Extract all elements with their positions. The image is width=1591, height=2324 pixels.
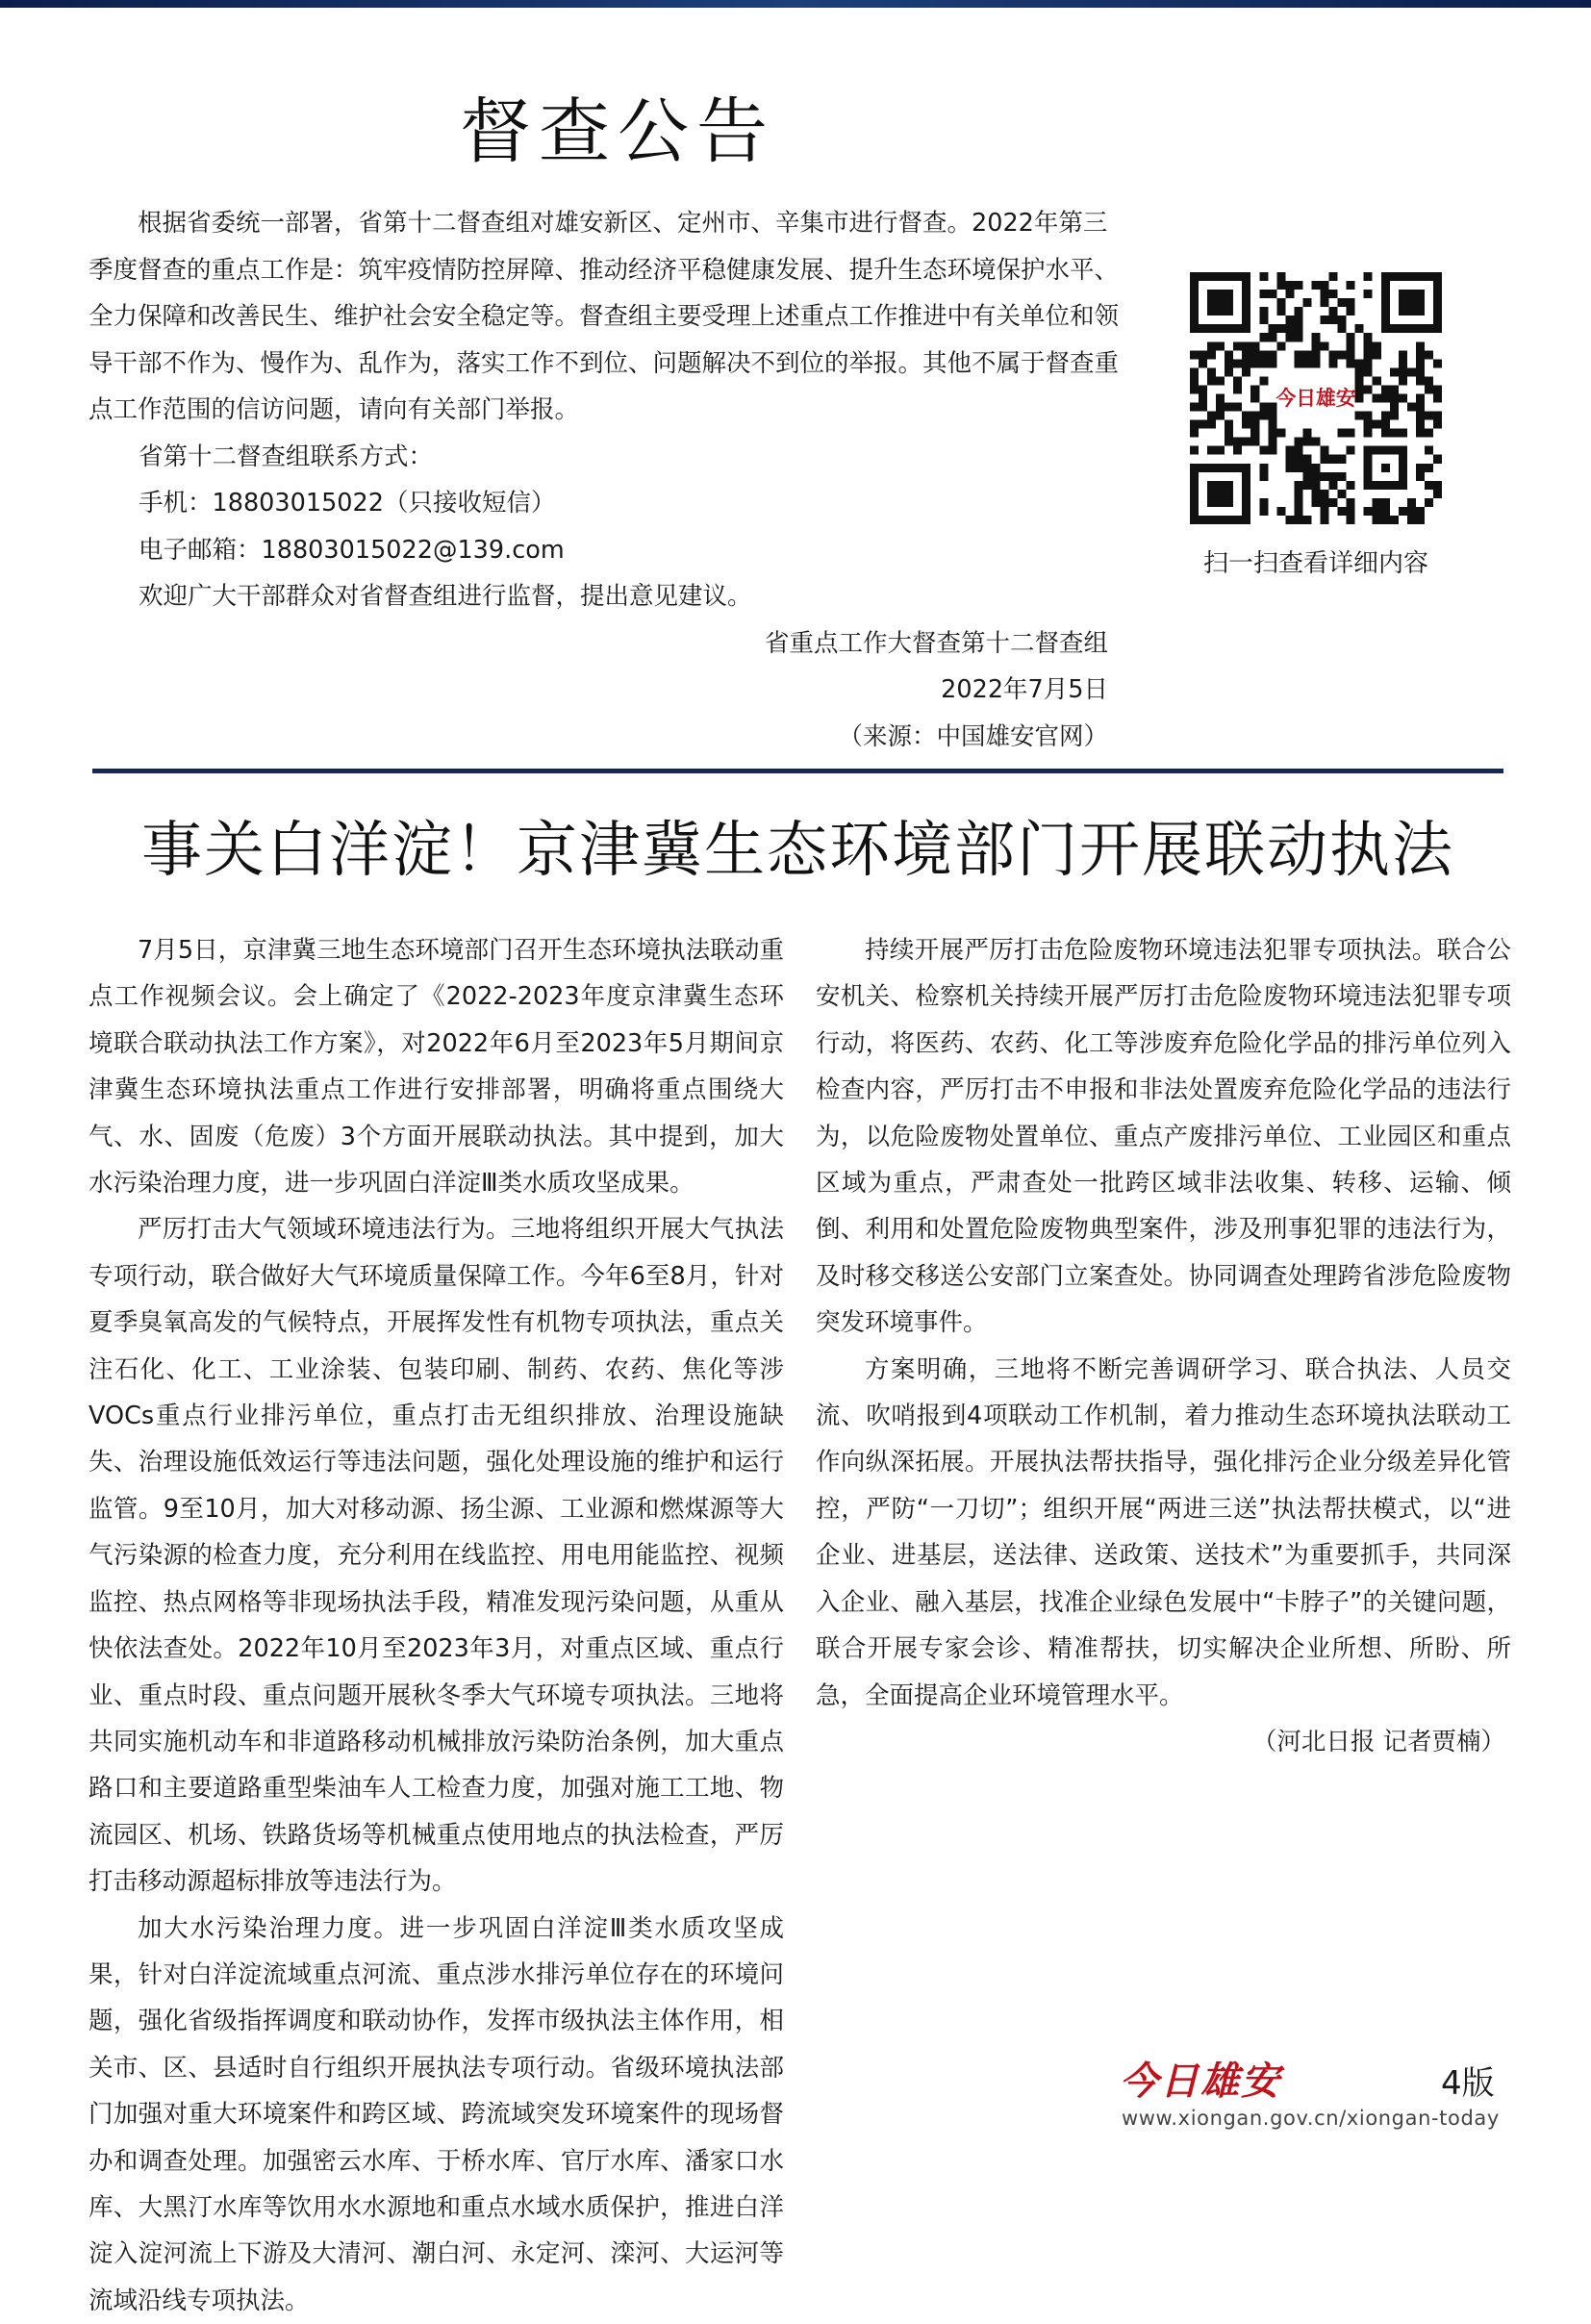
contact-heading: 省第十二督查组联系方式： [139,442,434,471]
notice-body [88,200,1125,760]
welcome-line: 欢迎广大干部群众对省督查组进行监督，提出意见建议。 [139,582,752,611]
footer-logo: 今日雄安 [1120,2059,1281,2104]
article-byline: （河北日报 记者贾楠） [1251,1727,1505,1756]
notice-source: （来源：中国雄安官网） [838,721,1108,751]
page-number: 4版 [1441,2064,1495,2103]
notice-paragraph: 根据省委统一部署，省第十二督查组对雄安新区、定州市、辛集市进行督查。2022年第三季度督查的重点工作是：筑牢疫情防控屏障、推动经济平稳健康发展、提升生态环境保护水平、全力保障和改善民生、维护社会安全稳定等。督查组主要受理上述重点工作推进中有关单位和领导干部不作为、慢作为、乱作为，落实工作不到位、问题解决不到位的举报。其他不属于督查重点工作范围的信访问题，请向有关部门举报。 [88,209,1120,424]
article-paragraph-3: 加大水污染治理力度。进一步巩固白洋淀Ⅲ类水质攻坚成果，针对白洋淀流域重点河流、重点涉水排污单位存在的环境问题，强化省级指挥调度和联动协作，发挥市级执法主体作用，相关市、区、县适时自行组织开展执法专项行动。省级环境执法部门加强对重大环境案件和跨区域、跨流域突发环境案件的现场督办和调查处理。加强密云水库、于桥水库、官厅水库、潘家口水库、大黑汀水库等饮用水水源地和重点水域水质保护，推进白洋淀入淀河流上下游及大清河、潮白河、永定河、滦河、大运河等流域沿线专项执法。 [88,1913,784,2315]
contact-phone: 手机：18803015022（只接收短信） [139,489,556,518]
notice-title: 督查公告 [460,90,775,173]
contact-email: 电子邮箱：18803015022@139.com [139,535,565,565]
notice-signature: 省重点工作大督查第十二督查组 [764,628,1108,658]
qr-center-logo: 今日雄安 [1275,386,1356,411]
article-column-right [816,927,1511,1765]
article-column-left [88,927,784,2324]
article-paragraph-4: 持续开展严厉打击危险废物环境违法犯罪专项执法。联合公安机关、检察机关持续开展严厉打击危险废物环境违法犯罪专项行动，将医药、农药、化工等涉废弃危险化学品的排污单位列入检查内容，严厉打击不申报和非法处置废弃危险化学品的违法行为，以危险废物处置单位、重点产废排污单位、工业园区和重点区域为重点，严肃查处一批跨区域非法收集、转移、运输、倾倒、利用和处置危险废物典型案件，涉及刑事犯罪的违法行为，及时移交移送公安部门立案查处。协同调查处理跨省涉危险废物突发环境事件。 [816,936,1511,1338]
qr-caption: 扫一扫查看详细内容 [1202,549,1428,578]
top-accent-bar [0,0,1591,8]
article-headline: 事关白洋淀！京津冀生态环境部门开展联动执法 [141,815,1454,885]
qr-code[interactable] [1190,272,1442,524]
article-paragraph-1: 7月5日，京津冀三地生态环境部门召开生态环境执法联动重点工作视频会议。会上确定了《2022-2023年度京津冀生态环境联合联动执法工作方案》，对2022年6月至2023年5月期间京津冀生态环境执法重点工作进行安排部署，明确将重点围绕大气、水、固废（危废）3个方面开展联动执法。其中提到，加大水污染治理力度，进一步巩固白洋淀Ⅲ类水质攻坚成果。 [88,936,784,1199]
section-divider [92,769,1503,773]
article-paragraph-2: 严厉打击大气领域环境违法行为。三地将组织开展大气执法专项行动，联合做好大气环境质量保障工作。今年6至8月，针对夏季臭氧高发的气候特点，开展挥发性有机物专项执法，重点关注石化、化工、工业涂装、包装印刷、制药、农药、焦化等涉VOCs重点行业排污单位，重点打击无组织排放、治理设施缺失、治理设施低效运行等违法问题，强化处理设施的维护和运行监管。9至10月，加大对移动源、扬尘源、工业源和燃煤源等大气污染源的检查力度，充分利用在线监控、用电用能监控、视频监控、热点网格等非现场执法手段，精准发现污染问题，从重从快依法查处。2022年10月至2023年3月，对重点区域、重点行业、重点时段、重点问题开展秋冬季大气环境专项执法。三地将共同实施机动车和非道路移动机械排放污染防治条例，加大重点路口和主要道路重型柴油车人工检查力度，加强对施工工地、物流园区、机场、铁路货场等机械重点使用地点的执法检查，严厉打击移动源超标排放等违法行为。 [88,1215,784,1897]
article-paragraph-5: 方案明确，三地将不断完善调研学习、联合执法、人员交流、吹哨报到4项联动工作机制，着力推动生态环境执法联动工作向纵深拓展。开展执法帮扶指导，强化排污企业分级差异化管控，严防“一刀切”；组织开展“两进三送”执法帮扶模式，以“进企业、进基层，送法律、送政策、送技术”为重要抓手，共同深入企业、融入基层，找准企业绿色发展中“卡脖子”的关键问题，联合开展专家会诊、精准帮扶，切实解决企业所想、所盼、所急，全面提高企业环境管理水平。 [816,1354,1511,1710]
qr-code-block[interactable] [1190,272,1442,579]
notice-date: 2022年7月5日 [941,675,1108,704]
footer-url[interactable]: www.xiongan.gov.cn/xiongan-today [1122,2107,1500,2130]
